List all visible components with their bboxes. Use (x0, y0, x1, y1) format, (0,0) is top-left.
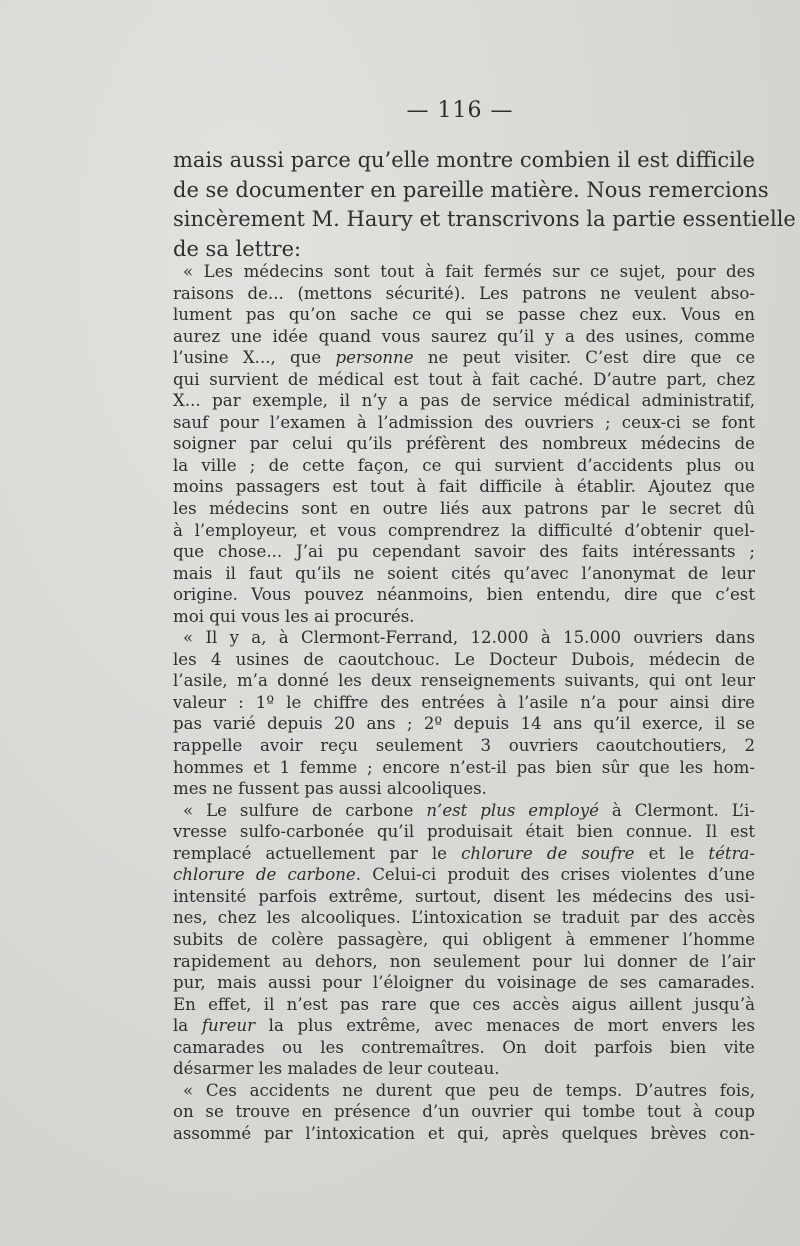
text-line: pur, mais aussi pour l’éloigner du voisinage de ses camarades. (173, 973, 755, 993)
text-line: mais il faut qu’ils ne soient cités qu’avec l’anonymat de leur (173, 563, 755, 583)
text-line: X... par exemple, il n’y a pas de service médical administratif, (173, 391, 755, 411)
text-line: raisons de... (mettons sécurité). Les patrons ne veulent abso- (173, 283, 755, 303)
text-line: à l’employeur, et vous comprendrez la difficulté d’obtenir quel- (173, 520, 755, 540)
text-line: soigner par celui qu’ils préfèrent des nombreux médecins de (173, 434, 755, 454)
text-line: sincèrement M. Haury et transcrivons la partie essentielle (173, 207, 796, 232)
text-segment: la plus extrême, avec menaces de mort envers les (268, 1016, 756, 1036)
text-line (173, 1015, 755, 1037)
text-line: les 4 usines de caoutchouc. Le Docteur Dubois, médecin de (173, 649, 755, 669)
italic-segment: n’est plus employé (426, 800, 599, 820)
text-line: sauf pour l’examen à l’admission des ouvriers ; ceux-ci se font (173, 412, 755, 432)
italic-segment: personne (335, 348, 414, 368)
text-line: de sa lettre: (173, 237, 302, 262)
text-line: « Ces accidents ne durent que peu de temps. D’autres fois, (183, 1080, 755, 1100)
text-line (173, 347, 755, 369)
intro-paragraph (173, 146, 796, 265)
italic-segment: chlorure de carbone (173, 865, 356, 885)
text-line: moins passagers est tout à fait difficile à établir. Ajoutez que (173, 477, 755, 497)
text-line (173, 864, 755, 886)
italic-segment: fureur (201, 1016, 256, 1036)
text-segment: à Clermont. L’i- (611, 800, 755, 820)
text-segment: « Le sulfure de carbone (183, 800, 414, 820)
text-line: les médecins sont en outre liés aux patrons par le secret dû (173, 499, 755, 519)
text-line: rapidement au dehors, non seulement pour lui donner de l’air (173, 951, 755, 971)
text-line: moi qui vous les ai procurés. (173, 606, 415, 626)
text-line: de se documenter en pareille matière. Nous remercions (173, 177, 769, 202)
text-line: aurez une idée quand vous saurez qu’il y a des usines, comme (173, 326, 755, 346)
text-line: pas varié depuis 20 ans ; 2º depuis 14 ans qu’il exerce, il se (173, 714, 755, 734)
italic-segment: tétra- (708, 843, 756, 863)
text-line: vresse sulfo-carbonée qu’il produisait était bien connue. Il est (173, 822, 755, 842)
text-line: assommé par l’intoxication et qui, après quelques brèves con- (173, 1123, 755, 1143)
text-line: désarmer les malades de leur couteau. (173, 1059, 500, 1079)
page-number: — 116 — (406, 98, 514, 123)
text-line: nes, chez les alcooliques. L’intoxication se traduit par des accès (173, 908, 755, 928)
text-line: mes ne fussent pas aussi alcooliques. (173, 779, 487, 799)
text-line: subits de colère passagère, qui obligent à emmener l’homme (173, 929, 755, 949)
italic-segment: chlorure de soufre (461, 843, 635, 863)
text-line: camarades ou les contremaîtres. On doit parfois bien vite (173, 1037, 755, 1057)
text-line: on se trouve en présence d’un ouvrier qui tombe tout à coup (173, 1102, 755, 1122)
text-line: mais aussi parce qu’elle montre combien il est difficile (173, 148, 755, 172)
text-segment: . Celui-ci produit des crises violentes d’une (355, 865, 755, 885)
text-line (173, 843, 755, 865)
text-line: « Les médecins sont tout à fait fermés sur ce sujet, pour des (183, 262, 755, 281)
quoted-letter (173, 261, 755, 1144)
text-line: En effet, il n’est pas rare que ces accès aigus aillent jusqu’à (173, 994, 755, 1014)
text-line: qui survient de médical est tout à fait caché. D’autre part, chez (173, 369, 755, 389)
text-line: origine. Vous pouvez néanmoins, bien entendu, dire que c’est (173, 585, 755, 605)
text-segment: remplacé actuellement par le (173, 843, 447, 863)
text-segment: et le (648, 843, 695, 863)
text-line: la ville ; de cette façon, ce qui survient d’accidents plus ou (173, 455, 755, 475)
text-line: « Il y a, à Clermont-Ferrand, 12.000 à 15.000 ouvriers dans (183, 628, 755, 648)
text-line: valeur : 1º le chiffre des entrées à l’asile n’a pour ainsi dire (173, 692, 755, 712)
text-line: intensité parfois extrême, surtout, disent les médecins des usi- (173, 886, 755, 906)
text-line: l’asile, m’a donné les deux renseignements suivants, qui ont leur (173, 671, 755, 691)
text-line: lument pas qu’on sache ce qui se passe chez eux. Vous en (173, 305, 755, 325)
text-segment: l’usine X..., que (173, 348, 322, 368)
text-segment: la (173, 1016, 189, 1036)
text-line: hommes et 1 femme ; encore n’est-il pas bien sûr que les hom- (173, 757, 755, 777)
text-line: que chose... J’ai pu cependant savoir des faits intéressants ; (173, 542, 755, 562)
text-segment: ne peut visiter. C’est dire que ce (427, 348, 756, 368)
text-line (173, 800, 755, 822)
text-line: rappelle avoir reçu seulement 3 ouvriers caoutchoutiers, 2 (173, 736, 755, 756)
